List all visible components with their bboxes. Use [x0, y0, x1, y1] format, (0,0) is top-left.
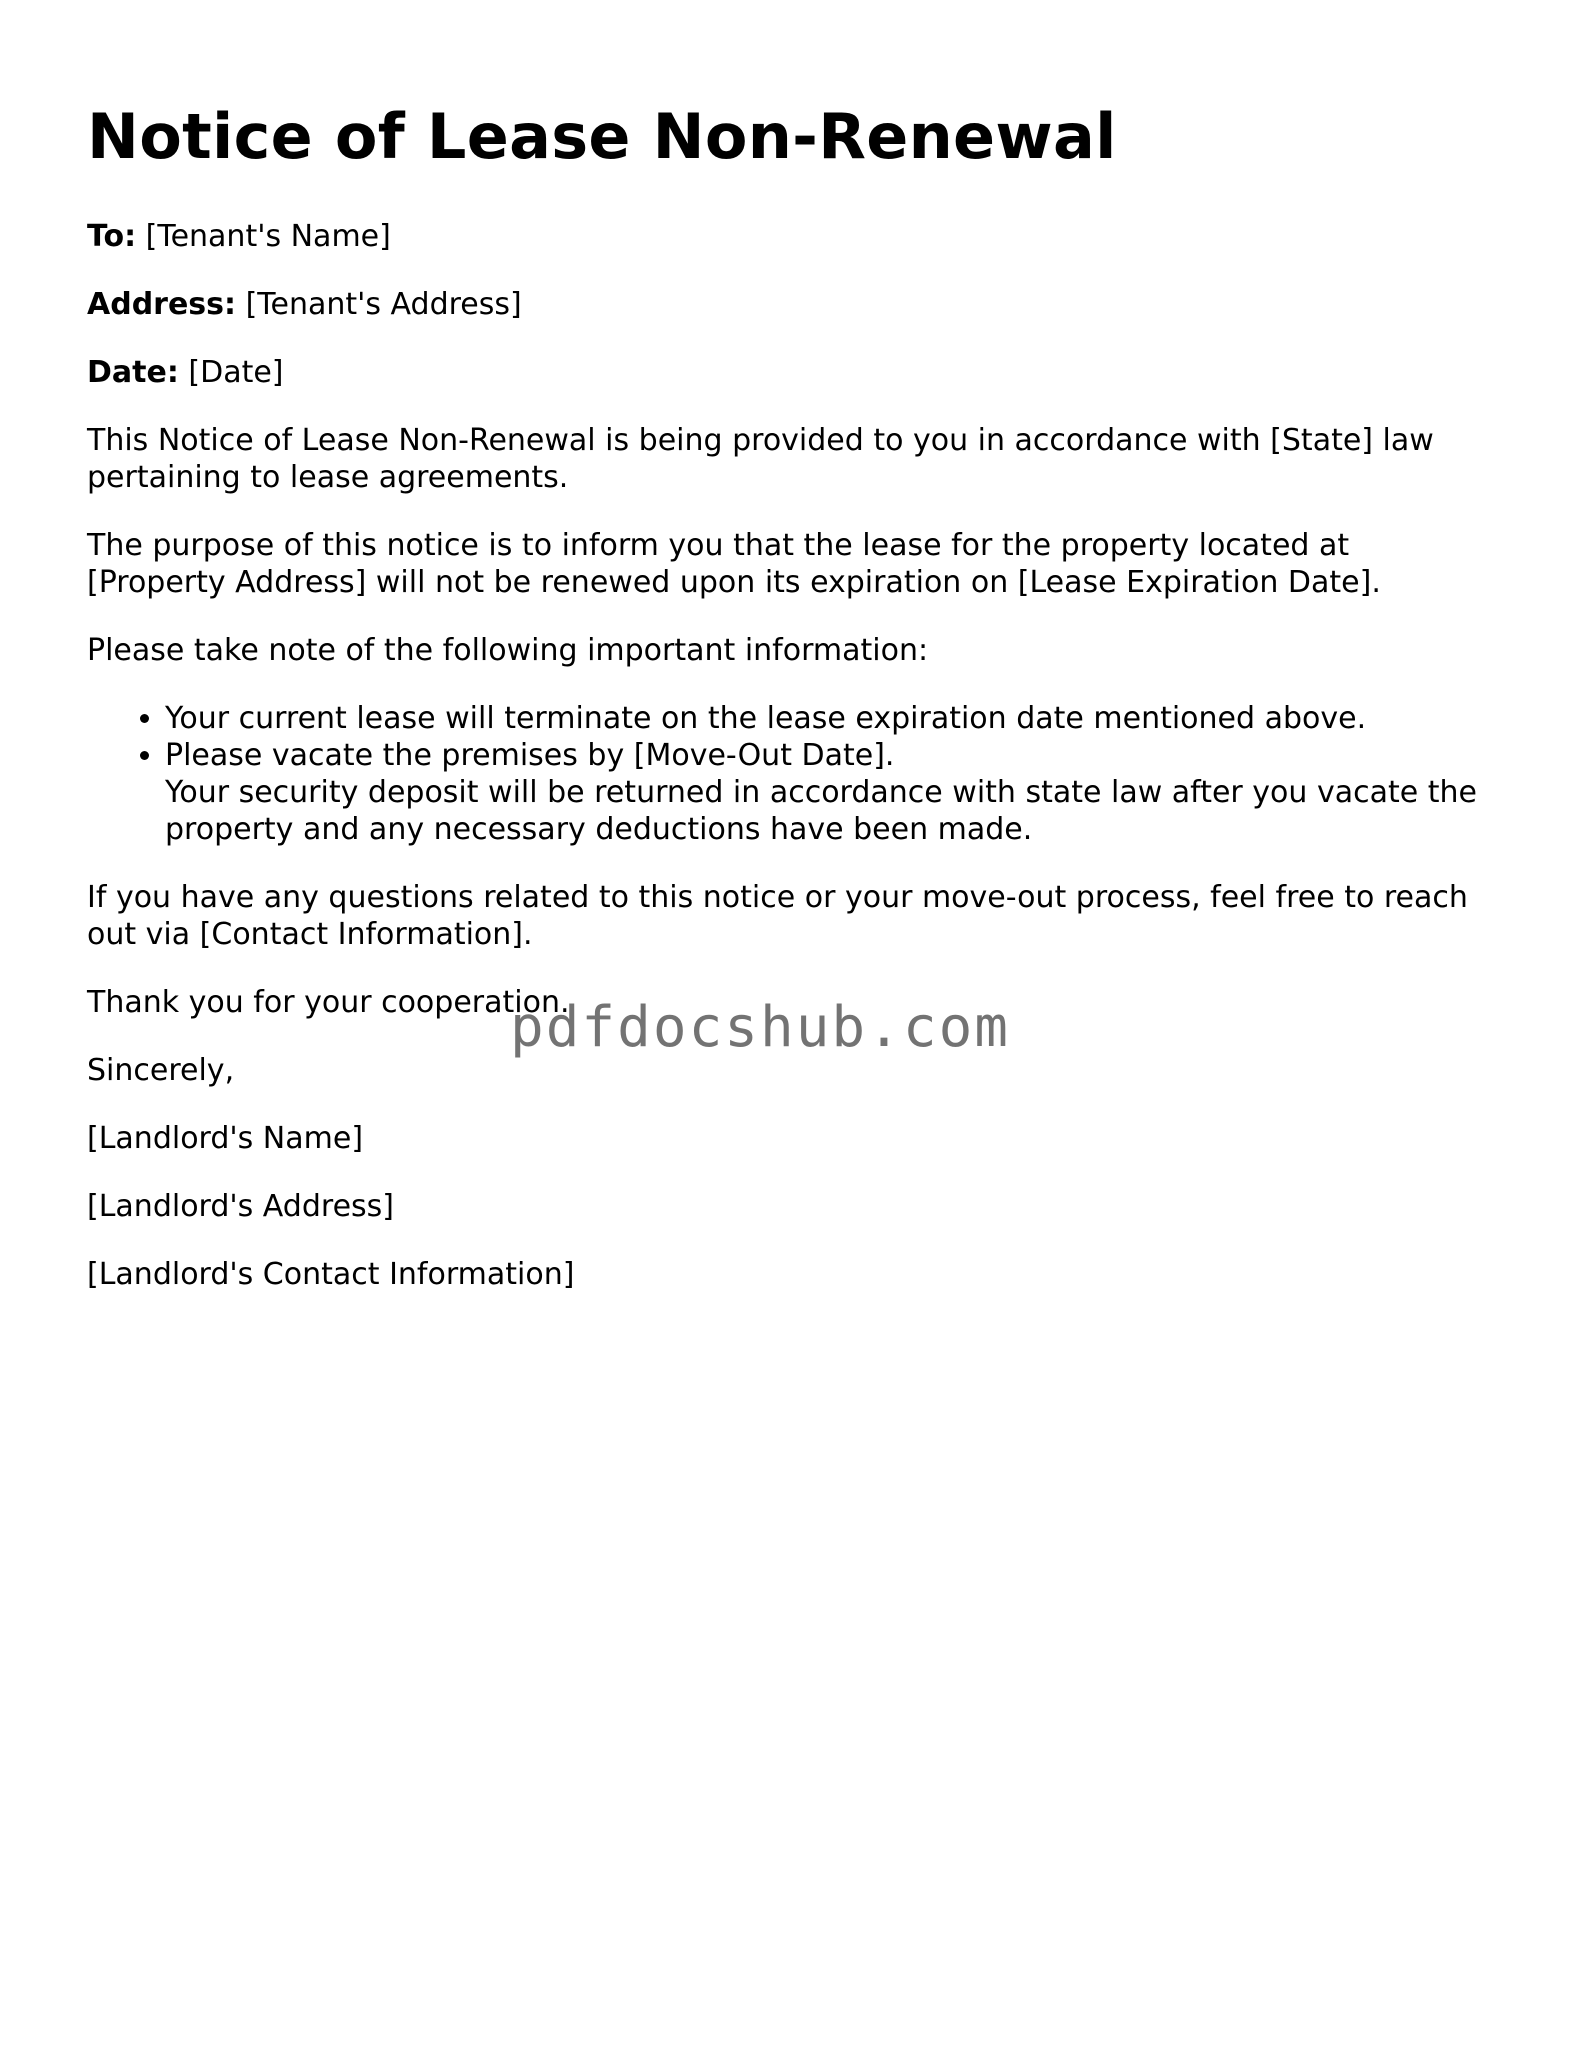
- to-value: [Tenant's Name]: [145, 219, 391, 255]
- date-field: [87, 354, 1497, 391]
- thanks-paragraph: Thank you for your cooperation.: [87, 985, 570, 1021]
- address-field: [87, 286, 1497, 323]
- landlord-name: [Landlord's Name]: [87, 1121, 364, 1157]
- landlord-contact: [Landlord's Contact Information]: [87, 1257, 575, 1293]
- address-value: [Tenant's Address]: [245, 287, 522, 323]
- document-title: Notice of Lease Non-Renewal: [87, 100, 1117, 173]
- to-field: [87, 218, 1497, 255]
- closing-line: Sincerely,: [87, 1053, 235, 1089]
- list-item: [165, 737, 1497, 848]
- intro-paragraph: This Notice of Lease Non-Renewal is being provided to you in accordance with [State] law pertaining to lease agreements.: [87, 423, 1434, 496]
- watermark: pdfdocshub.com: [510, 995, 1011, 1060]
- list-item-continuation: Your security deposit will be returned in accordance with state law after you vacate the property and any necessary deductions have been made.: [165, 775, 1477, 848]
- address-label: Address:: [87, 287, 237, 323]
- landlord-address: [Landlord's Address]: [87, 1189, 394, 1225]
- date-label: Date:: [87, 355, 179, 391]
- to-label: To:: [87, 219, 137, 255]
- note-paragraph: Please take note of the following important information:: [87, 633, 929, 669]
- important-info-list: [87, 700, 1497, 848]
- questions-paragraph: If you have any questions related to this notice or your move-out process, feel free to reach out via [Contact Information].: [87, 880, 1468, 953]
- list-item-text: Please vacate the premises by [Move-Out Date].: [165, 738, 895, 774]
- purpose-paragraph: The purpose of this notice is to inform you that the lease for the property located at [Property Address] will not be renewed upon its expiration on [Lease Expiration Date].: [87, 528, 1381, 601]
- list-item: • Your current lease will terminate on the lease expiration date mentioned above.: [165, 700, 1497, 737]
- document-page: [87, 100, 1497, 1324]
- date-value: [Date]: [188, 355, 284, 391]
